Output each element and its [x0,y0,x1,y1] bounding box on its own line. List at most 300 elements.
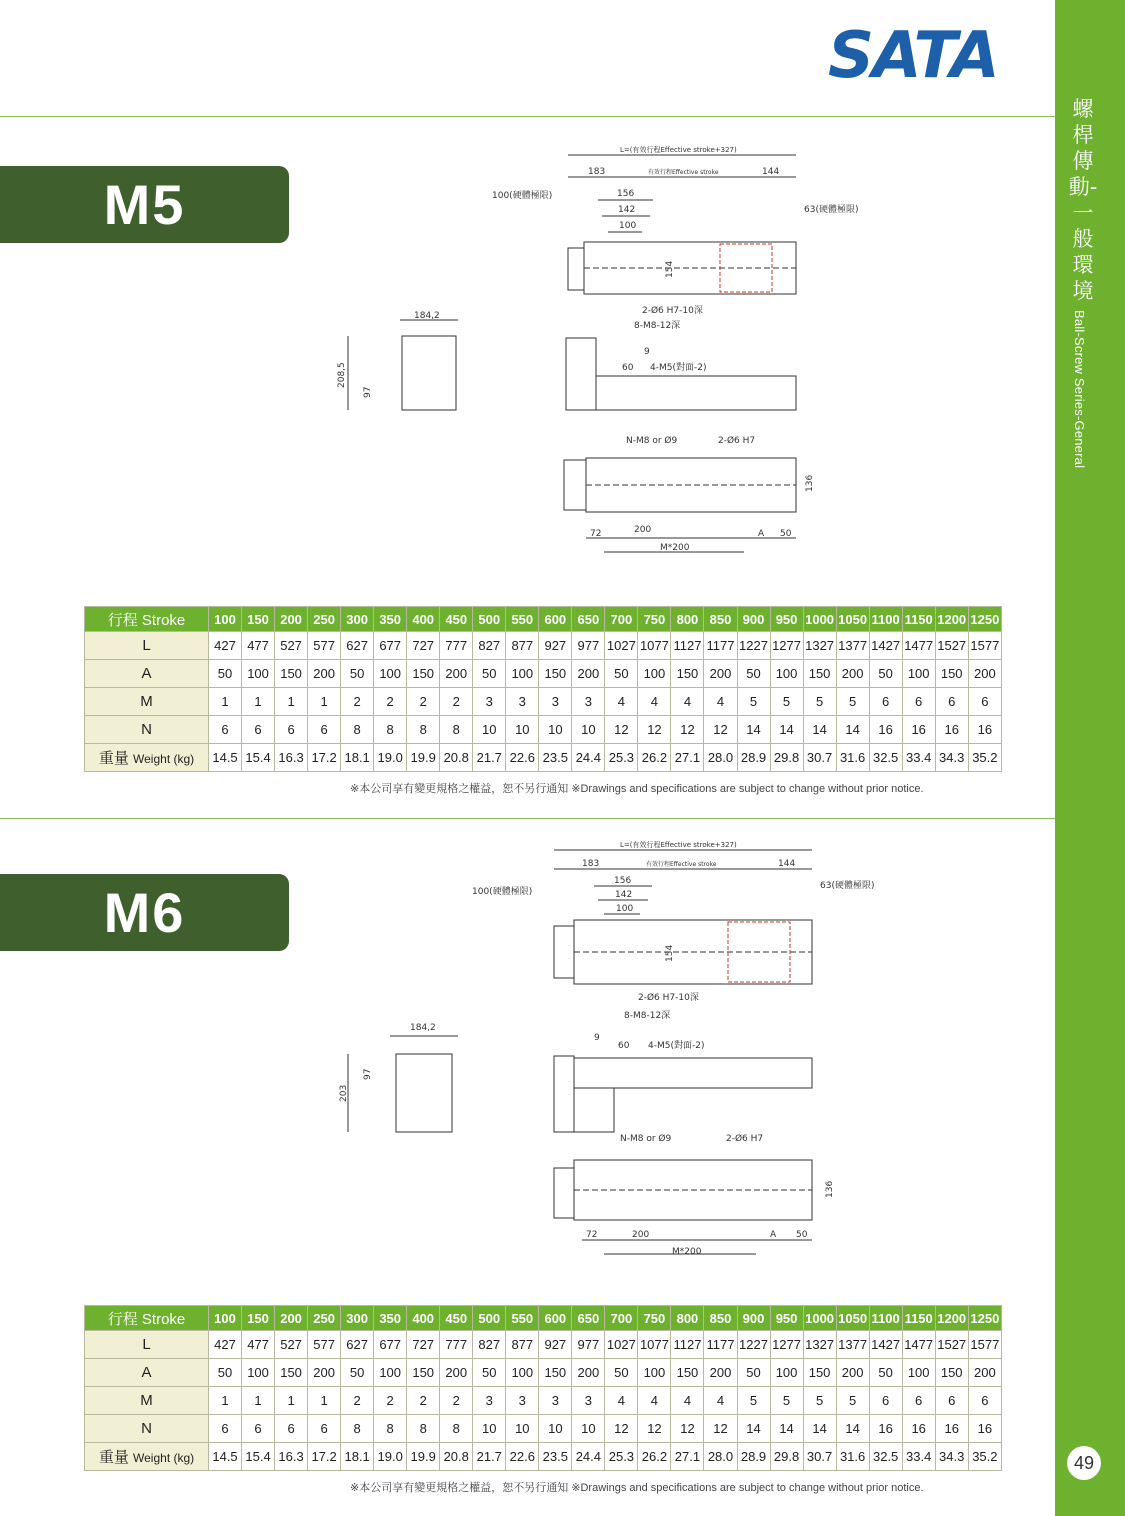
row-label [85,1359,209,1387]
table-cell: 527 [275,632,308,660]
table-cell: 3 [506,688,539,716]
table-cell: 6 [968,1387,1001,1415]
table-cell: 6 [869,688,902,716]
table-cell: 32.5 [869,744,902,772]
table-cell: 1127 [671,632,704,660]
dim-9: 9 [594,1033,600,1043]
sidebar-title-en: Ball-Screw Series-General [1072,310,1087,469]
dim-72: 72 [590,529,602,539]
table-cell: 28.9 [737,744,770,772]
table-cell: 1377 [836,1331,869,1359]
table-cell: 2 [407,688,440,716]
logo-text: SATA [828,19,998,93]
table-cell: 14 [836,716,869,744]
stroke-cell: 700 [605,1306,638,1331]
table-cell: 2 [374,1387,407,1415]
table-cell: 50 [737,1359,770,1387]
table-cell: 3 [506,1387,539,1415]
stroke-cell: 550 [506,1306,539,1331]
stroke-cell: 450 [440,607,473,632]
section-divider [0,116,1055,117]
dim-184: 184,2 [410,1023,436,1033]
dim-144: 144 [762,167,780,177]
table-cell: 1427 [869,632,902,660]
dim-A: A [770,1230,777,1240]
page-number: 49 [1067,1446,1101,1480]
table-cell: 16.3 [275,744,308,772]
stroke-cell: 200 [275,607,308,632]
row-label-text: L [142,637,151,654]
table-cell: 100 [506,1359,539,1387]
table-cell: 577 [308,632,341,660]
table-cell: 877 [506,632,539,660]
stroke-cell: 200 [275,1306,308,1331]
table-cell: 32.5 [869,1443,902,1471]
stroke-cell: 650 [572,1306,605,1331]
table-cell: 14 [770,716,803,744]
row-label-text: 重量 [98,1449,129,1466]
row-label-text: L [142,1336,151,1353]
table-cell: 777 [440,632,473,660]
table-row [85,744,1002,772]
table-cell: 727 [407,1331,440,1359]
table-cell: 12 [638,1415,671,1443]
table-cell: 12 [671,716,704,744]
table-cell: 25.3 [605,744,638,772]
table-cell: 18.1 [341,744,374,772]
table-cell: 100 [374,660,407,688]
section-divider [0,818,1055,819]
table-cell: 24.4 [572,744,605,772]
table-cell: 10 [572,716,605,744]
table-cell: 12 [671,1415,704,1443]
dim-136: 136 [825,1180,835,1198]
stroke-cell: 550 [506,607,539,632]
table-cell: 50 [869,660,902,688]
stroke-cell: 650 [572,607,605,632]
table-cell: 6 [209,716,242,744]
table-cell: 6 [935,688,968,716]
dim-m200: M*200 [672,1247,702,1257]
dim-184: 184,2 [414,311,440,321]
hole-note-2: 8-M8-12深 [624,1011,671,1021]
table-cell: 6 [869,1387,902,1415]
table-cell: 677 [374,632,407,660]
stroke-cell: 900 [737,607,770,632]
table-cell: 12 [605,716,638,744]
dim-100: 100 [616,904,634,914]
stroke-cell: 250 [308,607,341,632]
table-cell: 28.0 [704,744,737,772]
stroke-cell: 850 [704,607,737,632]
table-cell: 5 [803,688,836,716]
table-cell: 100 [242,1359,275,1387]
table-cell: 28.9 [737,1443,770,1471]
row-label-text: M [140,1392,153,1409]
table-cell: 6 [242,716,275,744]
table-cell: 5 [803,1387,836,1415]
stroke-cell: 300 [341,1306,374,1331]
table-cell: 8 [374,716,407,744]
table-cell: 927 [539,632,572,660]
table-cell: 12 [605,1415,638,1443]
table-cell: 4 [704,1387,737,1415]
stroke-cell: 1200 [935,607,968,632]
table-cell: 200 [836,1359,869,1387]
table-cell: 14 [770,1415,803,1443]
table-cell: 100 [242,660,275,688]
table-cell: 19.9 [407,744,440,772]
stroke-label: 行程 Stroke [85,607,209,632]
stroke-cell: 600 [539,1306,572,1331]
table-cell: 23.5 [539,744,572,772]
table-cell: 16 [935,716,968,744]
stroke-cell: 1200 [935,1306,968,1331]
table-cell: 1 [308,688,341,716]
table-cell: 477 [242,1331,275,1359]
table-cell: 3 [539,1387,572,1415]
dim-183: 183 [588,167,606,177]
row-label [85,632,209,660]
table-row [85,1331,1002,1359]
table-cell: 627 [341,1331,374,1359]
dim-72: 72 [586,1230,598,1240]
table-cell: 150 [275,660,308,688]
table-cell: 22.6 [506,744,539,772]
table-cell: 200 [572,660,605,688]
table-cell: 2 [374,688,407,716]
table-cell: 10 [473,716,506,744]
table-cell: 50 [605,1359,638,1387]
stroke-cell: 350 [374,1306,407,1331]
drawing-m6 [320,836,880,1266]
dim-156: 156 [617,189,635,199]
stroke-cell: 400 [407,607,440,632]
table-cell: 34.3 [935,1443,968,1471]
stroke-cell: 700 [605,607,638,632]
table-cell: 200 [836,660,869,688]
table-cell: 14 [803,1415,836,1443]
table-cell: 28.0 [704,1443,737,1471]
table-cell: 100 [374,1359,407,1387]
table-cell: 50 [737,660,770,688]
table-cell: 14.5 [209,744,242,772]
table-cell: 29.8 [770,744,803,772]
table-cell: 1 [242,688,275,716]
dim-142: 142 [615,890,633,900]
table-cell: 18.1 [341,1443,374,1471]
table-cell: 34.3 [935,744,968,772]
dim-m5: 4-M5(對面-2) [650,363,707,373]
table-cell: 15.4 [242,1443,275,1471]
table-cell: 977 [572,1331,605,1359]
table-cell: 150 [935,1359,968,1387]
table-cell: 877 [506,1331,539,1359]
drawing-m5 [320,140,859,560]
stroke-cell: 1050 [836,607,869,632]
table-row [85,660,1002,688]
dim-height: 208,5 [337,362,347,388]
table-cell: 427 [209,1331,242,1359]
table-cell: 16 [968,1415,1001,1443]
spec-note: ※本公司享有變更規格之權益，恕不另行通知 ※Drawings and specifications are subject to change without prior notice. [350,1482,924,1494]
table-cell: 14.5 [209,1443,242,1471]
table-cell: 1477 [902,632,935,660]
table-cell: 23.5 [539,1443,572,1471]
table-cell: 50 [473,660,506,688]
table-cell: 1227 [737,1331,770,1359]
dim-100-limit: 100(硬體極限) [492,191,553,201]
stroke-cell: 1100 [869,607,902,632]
table-cell: 150 [935,660,968,688]
dim-effective: 有效行程Effective stroke [648,169,719,176]
dim-nm8: N-M8 or Ø9 [620,1134,672,1144]
dim-h7: 2-Ø6 H7 [718,436,756,446]
stroke-cell: 1150 [902,1306,935,1331]
table-cell: 1177 [704,1331,737,1359]
table-cell: 777 [440,1331,473,1359]
row-label [85,660,209,688]
table-cell: 10 [473,1415,506,1443]
table-cell: 30.7 [803,744,836,772]
table-row [85,632,1002,660]
table-cell: 21.7 [473,744,506,772]
stroke-cell: 100 [209,607,242,632]
stroke-cell: 750 [638,1306,671,1331]
table-row [85,1387,1002,1415]
stroke-cell: 950 [770,1306,803,1331]
table-cell: 150 [671,660,704,688]
sata-logo [826,19,998,93]
row-label [85,688,209,716]
table-cell: 577 [308,1331,341,1359]
table-cell: 4 [704,688,737,716]
table-cell: 150 [407,660,440,688]
table-cell: 31.6 [836,1443,869,1471]
row-label-sub: Weight (kg) [133,1451,195,1465]
stroke-cell: 150 [242,607,275,632]
table-cell: 35.2 [968,744,1001,772]
stroke-cell: 400 [407,1306,440,1331]
table-cell: 31.6 [836,744,869,772]
table-cell: 25.3 [605,1443,638,1471]
table-cell: 14 [836,1415,869,1443]
stroke-cell: 100 [209,1306,242,1331]
spec-note: ※本公司享有變更規格之權益，恕不另行通知 ※Drawings and specifications are subject to change without prior notice. [350,783,924,795]
table-cell: 12 [704,1415,737,1443]
table-cell: 6 [902,1387,935,1415]
table-cell: 16 [869,1415,902,1443]
stroke-cell: 1000 [803,1306,836,1331]
row-label [85,1387,209,1415]
table-cell: 17.2 [308,1443,341,1471]
dim-100: 100 [619,221,637,231]
stroke-cell: 500 [473,607,506,632]
table-cell: 1427 [869,1331,902,1359]
table-cell: 100 [770,1359,803,1387]
stroke-cell: 1150 [902,607,935,632]
row-label [85,1415,209,1443]
table-cell: 8 [341,1415,374,1443]
table-cell: 2 [440,1387,473,1415]
table-cell: 8 [407,716,440,744]
table-cell: 24.4 [572,1443,605,1471]
table-cell: 5 [770,688,803,716]
stroke-cell: 750 [638,607,671,632]
dim-63-limit: 63(硬體極限) [820,881,875,891]
table-cell: 16 [902,1415,935,1443]
table-cell: 200 [440,1359,473,1387]
table-cell: 14 [737,1415,770,1443]
table-cell: 6 [902,688,935,716]
dim-97: 97 [363,1068,373,1080]
row-label-text: N [141,1420,152,1437]
stroke-cell: 850 [704,1306,737,1331]
table-cell: 30.7 [803,1443,836,1471]
table-cell: 6 [935,1387,968,1415]
sidebar-title-zh: 螺桿傳動-一般環境 [1068,97,1098,303]
stroke-cell: 150 [242,1306,275,1331]
table-cell: 4 [671,1387,704,1415]
table-cell: 8 [440,716,473,744]
table-cell: 50 [605,660,638,688]
dim-136: 136 [805,474,815,492]
table-cell: 50 [209,660,242,688]
table-cell: 21.7 [473,1443,506,1471]
table-cell: 727 [407,632,440,660]
table-cell: 150 [539,1359,572,1387]
table-cell: 26.2 [638,1443,671,1471]
table-cell: 200 [440,660,473,688]
table-cell: 150 [539,660,572,688]
table-row [85,688,1002,716]
hole-note-1: 2-Ø6 H7-10深 [642,306,703,316]
row-label-text: 重量 [98,750,129,767]
stroke-cell: 800 [671,1306,704,1331]
table-cell: 26.2 [638,744,671,772]
table-cell: 20.8 [440,1443,473,1471]
stroke-cell: 800 [671,607,704,632]
row-label-text: M [140,693,153,710]
table-cell: 16 [968,716,1001,744]
table-cell: 1 [209,688,242,716]
table-cell: 100 [902,660,935,688]
table-cell: 6 [968,688,1001,716]
spec-table-m6 [84,1305,1002,1471]
table-cell: 50 [869,1359,902,1387]
table-cell: 19.0 [374,1443,407,1471]
table-cell: 3 [539,688,572,716]
hole-note-1: 2-Ø6 H7-10深 [638,993,699,1003]
dim-L: L=(有效行程Effective stroke+327) [620,841,737,849]
stroke-cell: 1250 [968,1306,1001,1331]
table-cell: 1 [209,1387,242,1415]
table-cell: 1327 [803,632,836,660]
table-cell: 4 [638,1387,671,1415]
table-cell: 2 [341,1387,374,1415]
table-cell: 200 [572,1359,605,1387]
table-cell: 2 [440,688,473,716]
dim-97: 97 [363,386,373,398]
table-cell: 1027 [605,1331,638,1359]
table-cell: 5 [737,688,770,716]
table-cell: 14 [737,716,770,744]
table-cell: 16 [935,1415,968,1443]
table-row [85,1415,1002,1443]
dim-183: 183 [582,859,600,869]
table-cell: 2 [341,688,374,716]
table-cell: 22.6 [506,1443,539,1471]
table-cell: 17.2 [308,744,341,772]
table-cell: 50 [473,1359,506,1387]
table-cell: 1277 [770,1331,803,1359]
table-cell: 50 [341,660,374,688]
table-cell: 15.4 [242,744,275,772]
dim-142: 142 [618,205,636,215]
table-cell: 1277 [770,632,803,660]
table-cell: 100 [770,660,803,688]
stroke-header-row [85,1306,1002,1331]
table-cell: 5 [836,688,869,716]
table-cell: 16.3 [275,1443,308,1471]
table-cell: 6 [242,1415,275,1443]
table-cell: 14 [803,716,836,744]
table-cell: 3 [473,688,506,716]
table-cell: 5 [770,1387,803,1415]
table-cell: 150 [275,1359,308,1387]
dim-effective: 有效行程Effective stroke [646,861,717,868]
table-cell: 977 [572,632,605,660]
row-label [85,744,209,772]
table-cell: 8 [341,716,374,744]
table-cell: 6 [275,716,308,744]
table-cell: 20.8 [440,744,473,772]
row-label [85,1443,209,1471]
dim-L: L=(有效行程Effective stroke+327) [620,146,737,154]
table-cell: 5 [737,1387,770,1415]
dim-height: 203 [339,1084,349,1102]
table-cell: 8 [374,1415,407,1443]
table-cell: 1 [242,1387,275,1415]
table-cell: 6 [209,1415,242,1443]
table-cell: 16 [869,716,902,744]
model-tag: M6 [0,874,289,951]
table-cell: 1077 [638,632,671,660]
table-cell: 150 [803,1359,836,1387]
stroke-cell: 1250 [968,607,1001,632]
dim-60: 60 [618,1041,630,1051]
stroke-cell: 950 [770,607,803,632]
table-cell: 1477 [902,1331,935,1359]
table-cell: 527 [275,1331,308,1359]
table-cell: 150 [803,660,836,688]
table-cell: 19.0 [374,744,407,772]
table-cell: 50 [341,1359,374,1387]
row-label [85,716,209,744]
stroke-cell: 250 [308,1306,341,1331]
table-row [85,716,1002,744]
table-cell: 6 [308,1415,341,1443]
table-cell: 1577 [968,1331,1001,1359]
table-cell: 827 [473,632,506,660]
table-cell: 50 [209,1359,242,1387]
table-cell: 627 [341,632,374,660]
dim-154: 154 [665,260,675,278]
table-cell: 12 [704,716,737,744]
table-cell: 10 [539,716,572,744]
table-cell: 2 [407,1387,440,1415]
dim-200: 200 [634,525,652,535]
